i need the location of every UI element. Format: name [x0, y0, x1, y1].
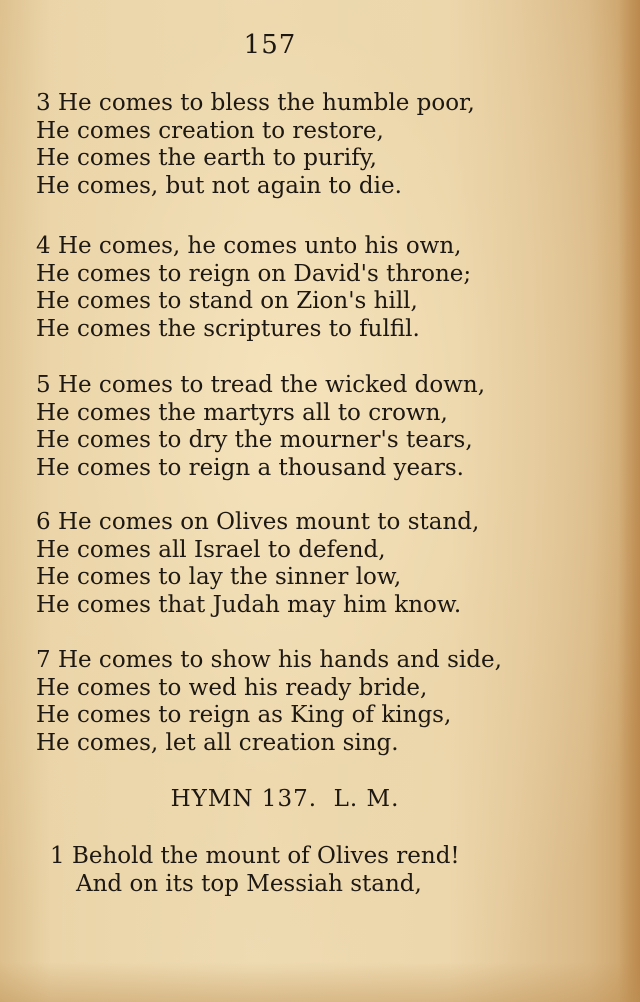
verse-line: And on its top Messiah stand, [76, 870, 422, 897]
verse-number: 4 [36, 233, 51, 259]
verse-line: He comes all Israel to defend, [36, 536, 386, 563]
verse-line: He comes creation to restore, [36, 117, 384, 144]
verse-line: He comes to reign as King of kings, [36, 702, 452, 728]
verse-line: 3 He comes to bless the humble poor, [36, 90, 475, 116]
verse-3 [36, 90, 596, 200]
verse-line: He comes to reign a thousand years. [36, 454, 464, 481]
hymn-title: HYMN 137. [170, 786, 318, 812]
page-number: 157 [243, 30, 297, 60]
verse-number: 7 [36, 647, 51, 673]
verse-line: He comes the earth to purify, [36, 145, 377, 171]
verse-6 [36, 509, 596, 619]
verse-line: He comes, let all creation sing. [36, 729, 399, 756]
verse-line: He comes to reign on David's throne; [36, 260, 472, 287]
verse-line: 5 He comes to tread the wicked down, [36, 372, 486, 398]
verse-number: 5 [36, 372, 51, 398]
verse-line: He comes to dry the mourner's tears, [36, 427, 473, 453]
verse-4 [36, 233, 596, 343]
verse-7 [36, 647, 596, 757]
verse-line: He comes the martyrs all to crown, [36, 399, 448, 426]
verse-line: 1 Behold the mount of Olives rend! [50, 843, 460, 869]
verse-line: 6 He comes on Olives mount to stand, [36, 509, 480, 535]
verse-line: He comes to lay the sinner low, [36, 564, 402, 590]
page-bottom-shadow [0, 962, 640, 1002]
verse-number: 6 [36, 509, 51, 535]
verse-line: He comes, but not again to die. [36, 172, 402, 199]
verse-line: He comes to wed his ready bride, [36, 674, 428, 701]
verse-number: 3 [36, 90, 51, 116]
verse-line: 4 He comes, he comes unto his own, [36, 233, 462, 259]
verse-line: He comes the scriptures to fulfil. [36, 315, 420, 342]
hymn-heading [0, 786, 570, 812]
verse-line: He comes that Judah may him know. [36, 591, 462, 618]
verse-number: 1 [50, 843, 65, 869]
verse-5 [36, 372, 596, 482]
verse-line: 7 He comes to show his hands and side, [36, 647, 502, 673]
hymn-meter: L. M. [333, 786, 400, 812]
verse-line: He comes to stand on Zion's hill, [36, 288, 418, 314]
hymn-verse-1 [50, 843, 610, 898]
page-edge-shadow [618, 0, 640, 1002]
